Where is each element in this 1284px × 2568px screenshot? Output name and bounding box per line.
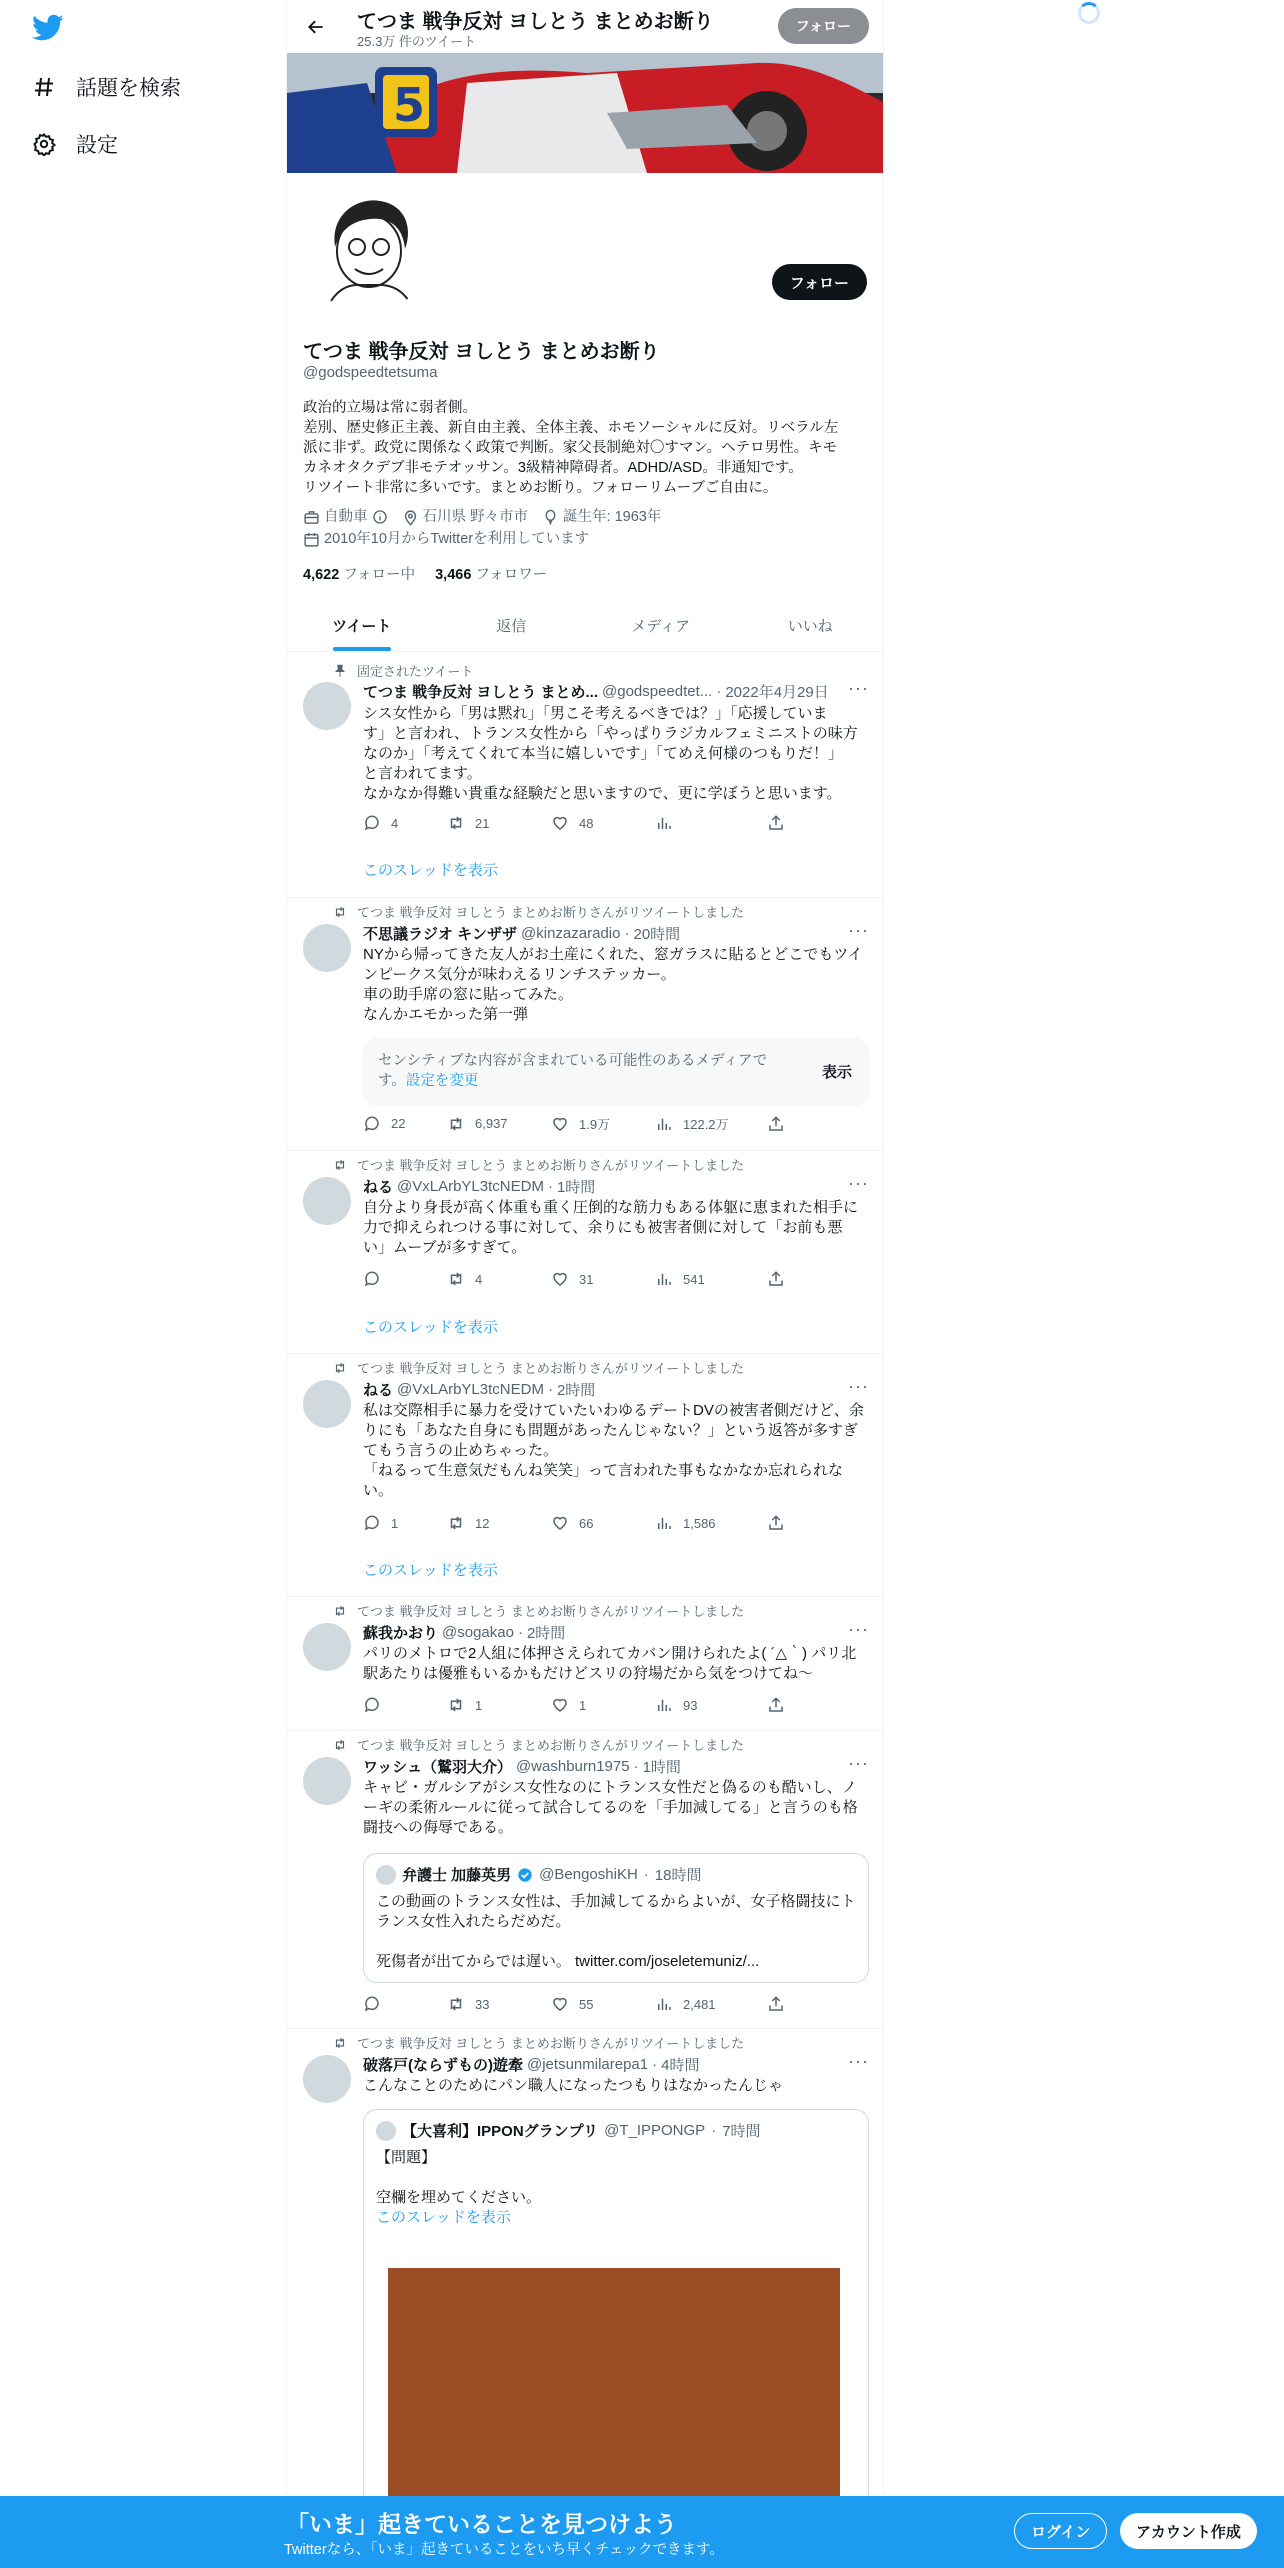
quoted-header: 弁護士 加藤英男 @BengoshiKH · 18時間	[376, 1864, 701, 1885]
retweet-context-text: てつま 戦争反対 ヨしとう まとめお断りさんがリツイートしました	[357, 2036, 745, 2051]
reply-button[interactable]	[363, 1270, 447, 1288]
views-button[interactable]	[655, 1995, 767, 2013]
share-icon	[767, 1514, 785, 1532]
tweet-text	[363, 945, 869, 1025]
retweet-icon	[447, 1115, 465, 1133]
heart-icon	[551, 1696, 569, 1714]
avatar[interactable]	[303, 682, 351, 730]
tweet-actions	[363, 1514, 803, 1532]
share-button[interactable]	[767, 1995, 785, 2013]
bio-line: カネオタクデブ非モテオッサン。3級精神障碍者。ADHD/ASD。非通知です。	[303, 460, 803, 476]
like-button[interactable]	[551, 1696, 655, 1714]
header-tweet-count: 25.3万 件のツイート	[357, 34, 477, 49]
quoted-avatar	[376, 2121, 396, 2141]
quoted-text	[376, 2148, 856, 2228]
author-name[interactable]: ねる	[363, 1179, 394, 1196]
author-handle[interactable]: @VxLArbYL3tcNEDM	[397, 1381, 544, 1398]
tweet-time[interactable]: 2時間	[556, 1382, 596, 1399]
tab-replies[interactable]: 返信	[496, 618, 527, 635]
retweet-context-text: てつま 戦争反対 ヨしとう まとめお断りさんがリツイートしました	[357, 1738, 745, 1753]
profile-header-bar	[287, 0, 884, 53]
retweet-button[interactable]	[447, 1514, 551, 1532]
tweet-line: NYから帰ってきた友人がお土産にくれた、窓ガラスに貼るとどこでもツイ	[363, 946, 863, 963]
quoted-author-name: 弁護士 加藤英男	[402, 1867, 512, 1884]
tweet-line: なんかエモかった第一弾	[363, 1006, 529, 1023]
quoted-author-handle: @BengoshiKH	[539, 1866, 638, 1883]
views-chart-icon	[655, 1995, 673, 2013]
nav-settings-label: 設定	[76, 134, 118, 157]
share-icon	[767, 1995, 785, 2013]
sensitive-text: センシティブな内容が含まれている可能性のあるメディアで	[378, 1053, 768, 1069]
author-handle[interactable]: @sogakao	[442, 1624, 514, 1641]
tweet-pinned[interactable]	[287, 652, 884, 898]
show-thread-link[interactable]: このスレッドを表示	[363, 862, 498, 879]
retweet-context-text: てつま 戦争反対 ヨしとう まとめお断りさんがリツイートしました	[357, 1158, 745, 1173]
quoted-header: 【大喜利】IPPONグランプリ @T_IPPONGP · 7時間	[376, 2120, 761, 2141]
more-options-icon[interactable]: ···	[848, 920, 869, 940]
tweet-line: てもう言うの止めちゃった。	[363, 1442, 559, 1459]
views-button[interactable]	[655, 1270, 767, 1288]
reply-icon	[363, 814, 381, 832]
bio-line: 派に非ず。政党に関係なく政策で判断。家父長制絶対〇すマン。ヘテロ男性。キモ	[303, 440, 838, 456]
bio-line: 政治的立場は常に弱者側。	[303, 400, 477, 416]
share-icon	[767, 1696, 785, 1714]
like-count: 66	[579, 1515, 594, 1531]
author-name[interactable]: てつま 戦争反対 ヨしとう まとめ...	[363, 684, 599, 701]
svg-text:5: 5	[393, 78, 426, 132]
quoted-line: この動画のトランス女性は、手加減してるからよいが、女子格闘技にト	[376, 1893, 856, 1910]
profile-tabs	[287, 600, 884, 652]
like-count: 55	[579, 1996, 594, 2012]
sensitive-media-warning	[363, 1038, 869, 1106]
share-icon	[767, 814, 785, 832]
tweet-actions	[363, 814, 803, 832]
share-button[interactable]	[767, 1514, 785, 1532]
tweet-line: 私は交際相手に暴力を受けていたいわゆるデートDVの被害者側だけど、余	[363, 1402, 864, 1419]
tweet-time[interactable]: 20時間	[633, 926, 681, 943]
author-handle[interactable]: @kinzazaradio	[521, 925, 621, 942]
follow-button[interactable]: フォロー	[772, 264, 867, 300]
avatar[interactable]	[303, 1623, 351, 1671]
profile-category	[303, 507, 388, 527]
author-handle[interactable]: @washburn1975	[515, 1758, 630, 1775]
like-count: 1	[579, 1697, 587, 1713]
tweet-retweeted[interactable]	[287, 1151, 884, 1354]
views-button[interactable]	[655, 1696, 767, 1714]
location-pin-icon	[402, 509, 419, 526]
share-icon	[767, 1115, 785, 1133]
bottom-bar-subtitle: Twitterなら、「いま」起きていることをいち早くチェックできます。	[284, 2542, 724, 2558]
tweet-header: てつま 戦争反対 ヨしとう まとめ... @godspeedtet... · 2022年4月29日	[363, 683, 829, 701]
like-button[interactable]	[551, 1114, 655, 1133]
like-count: 1.9万	[579, 1117, 611, 1132]
quoted-time: 18時間	[654, 1867, 702, 1884]
profile-meta	[303, 507, 869, 551]
like-button[interactable]	[551, 1514, 655, 1532]
author-name[interactable]: 蘇我かおり	[363, 1625, 439, 1642]
tweet-actions	[363, 1696, 803, 1714]
retweet-count: 4	[475, 1271, 483, 1287]
briefcase-icon	[303, 509, 320, 526]
show-thread-link[interactable]: このスレッドを表示	[363, 1562, 498, 1579]
tweet-line: こんなことのためにパン職人になったつもりはなかったんじゃ	[363, 2077, 784, 2094]
profile-category-text: 自動車	[324, 509, 368, 525]
quoted-line	[376, 2168, 856, 2188]
views-button[interactable]	[655, 814, 767, 832]
tweet-line: ーギの柔術ルールに従って試合してるのを「手加減してる」と言うのも格	[363, 1799, 858, 1816]
tweet-time[interactable]: 2時間	[526, 1625, 566, 1642]
retweet-icon	[447, 1514, 465, 1532]
calendar-icon	[303, 531, 320, 548]
profile-joined-text: 2010年10月からTwitterを利用しています	[324, 531, 590, 547]
tweet-text	[363, 1401, 869, 1501]
retweet-context	[333, 902, 744, 921]
author-handle[interactable]: @godspeedtet...	[602, 683, 713, 700]
views-button[interactable]	[655, 1114, 767, 1133]
more-options-icon[interactable]: ···	[848, 1619, 869, 1639]
tweet-line: シス女性から「男は黙れ」「男こそ考えるべきでは？」「応援していま	[363, 705, 828, 722]
reply-icon	[363, 1995, 381, 2013]
show-sensitive-button[interactable]: 表示	[821, 1064, 852, 1081]
like-count: 48	[579, 815, 594, 831]
like-count: 31	[579, 1271, 594, 1287]
avatar[interactable]	[303, 1177, 351, 1225]
share-button[interactable]	[767, 1270, 785, 1288]
tweet-text	[363, 1778, 869, 1838]
views-chart-icon	[655, 1514, 673, 1532]
heart-icon	[551, 1995, 569, 2013]
author-name[interactable]: ねる	[363, 1382, 394, 1399]
tweet-line: 力で抑えられつける事に対して、余りにも被害者側に対して「お前も悪	[363, 1219, 843, 1236]
bottom-bar-title: 「いま」起きていることを見つけよう	[286, 2511, 677, 2537]
tweet-time[interactable]: 2022年4月29日	[725, 684, 829, 701]
tweet-header: 不思議ラジオ キンザザ @kinzazaradio · 20時間	[363, 925, 681, 943]
quoted-text	[376, 1892, 856, 1972]
retweet-button[interactable]	[447, 1114, 551, 1133]
tweet-line: ンピークス気分が味わえるリンチステッカー。	[363, 966, 676, 983]
retweet-icon	[447, 1995, 465, 2013]
view-count: 1,586	[683, 1515, 716, 1531]
quoted-line: 空欄を埋めてください。	[376, 2189, 542, 2206]
retweet-context	[333, 1735, 744, 1754]
profile-name: てつま 戦争反対 ヨしとう まとめお断り	[303, 341, 660, 363]
more-options-icon[interactable]: ···	[848, 1753, 869, 1773]
tweet-header: ねる @VxLArbYL3tcNEDM · 1時間	[363, 1178, 596, 1196]
profile-joined	[303, 529, 869, 549]
tweet-actions	[363, 1114, 803, 1133]
like-button[interactable]	[551, 1995, 655, 2013]
followers-label: フォロワー	[475, 567, 548, 583]
tab-tweets[interactable]: ツイート	[287, 600, 437, 651]
retweet-context	[333, 2033, 744, 2052]
tweet-header: ワッシュ（鷲羽大介） @washburn1975 · 1時間	[363, 1758, 681, 1776]
tweet-line: い。	[363, 1482, 394, 1499]
views-chart-icon	[655, 814, 673, 832]
more-options-icon[interactable]: ···	[848, 2051, 869, 2071]
avatar[interactable]	[303, 1380, 351, 1428]
avatar[interactable]	[303, 2055, 351, 2103]
tweet-line: 駅あたりは優雅もいるかもだけどスリの狩場だから気をつけてね〜	[363, 1665, 814, 1682]
reply-button[interactable]	[363, 814, 447, 832]
profile-location-text: 石川県 野々市市	[422, 509, 529, 525]
profile-birthday-text: 誕生年: 1963年	[563, 509, 662, 525]
tweet-line: パリのメトロで2人組に体押さえられてカバン開けられたよ( ´△｀) パリ北	[363, 1645, 857, 1662]
more-options-icon[interactable]: ···	[848, 678, 869, 698]
sensitive-media-text	[378, 1051, 798, 1091]
more-options-icon[interactable]: ···	[848, 1376, 869, 1396]
quoted-tweet[interactable]	[363, 1853, 869, 1983]
more-options-icon[interactable]: ···	[848, 1173, 869, 1193]
quoted-line: 【問題】	[376, 2149, 437, 2166]
view-count: 93	[683, 1697, 698, 1713]
retweet-icon	[333, 905, 347, 919]
tweet-line: と言われてます。	[363, 765, 482, 782]
reply-icon	[363, 1115, 381, 1133]
quoted-author-handle: @T_IPPONGP	[604, 2122, 706, 2139]
profile-avatar[interactable]	[301, 183, 435, 317]
header-profile-name: てつま 戦争反対 ヨしとう まとめお断り	[357, 11, 714, 33]
bio-line: 差別、歴史修正主義、新自由主義、全体主義、ホモソーシャルに反対。リベラル左	[303, 420, 839, 436]
profile-banner[interactable]	[287, 53, 884, 173]
tweet-time[interactable]: 4時間	[661, 2057, 700, 2074]
views-chart-icon	[655, 1115, 673, 1133]
followers-count: 3,466	[435, 567, 472, 583]
signup-bottom-bar	[0, 2496, 1284, 2568]
view-count: 541	[683, 1271, 705, 1287]
tweet-header: 破落戸(ならずもの)遊牽 @jetsunmilarepa1 · 4時間	[363, 2056, 700, 2074]
tweet-text	[363, 1644, 869, 1684]
share-icon	[767, 1270, 785, 1288]
twitter-logo-icon[interactable]	[32, 14, 68, 44]
quoted-line: 死傷者が出てからでは遅い。 twitter.com/joseletemuniz/...	[376, 1953, 760, 1970]
retweet-button[interactable]	[447, 1995, 551, 2013]
quoted-avatar	[376, 1865, 396, 1885]
balloon-icon	[542, 509, 559, 526]
tweet-line: なのか」「考えてくれて本当に嬉しいです」「てめえ何様のつもりだ！」	[363, 745, 844, 762]
login-button[interactable]: ログイン	[1014, 2513, 1107, 2549]
tweet-header: ねる @VxLArbYL3tcNEDM · 2時間	[363, 1381, 596, 1399]
retweet-context	[333, 1155, 744, 1174]
tweet-retweeted[interactable]	[287, 1597, 884, 1731]
author-handle[interactable]: @VxLArbYL3tcNEDM	[397, 1178, 544, 1195]
share-button[interactable]	[767, 1114, 785, 1133]
reply-button[interactable]	[363, 1696, 447, 1714]
retweet-count: 1	[475, 1697, 483, 1713]
like-button[interactable]	[551, 1270, 655, 1288]
following-count: 4,622	[303, 567, 340, 583]
tweet-retweeted[interactable]	[287, 2029, 884, 2568]
like-button[interactable]	[551, 814, 655, 832]
tweet-retweeted[interactable]	[287, 898, 884, 1151]
retweet-icon	[333, 1738, 347, 1752]
reply-count: 1	[391, 1515, 399, 1531]
following-link[interactable]	[303, 563, 415, 584]
heart-icon	[551, 1514, 569, 1532]
tweet-text	[363, 1198, 869, 1258]
views-chart-icon	[655, 1270, 673, 1288]
share-button[interactable]	[767, 814, 785, 832]
retweet-context-text: てつま 戦争反対 ヨしとう まとめお断りさんがリツイートしました	[357, 905, 745, 920]
retweet-button[interactable]	[447, 1270, 551, 1288]
share-button[interactable]	[767, 1696, 785, 1714]
profile-birthday	[542, 507, 661, 527]
info-icon[interactable]	[372, 509, 388, 525]
reply-count: 4	[391, 815, 399, 831]
profile-handle: @godspeedtetsuma	[303, 364, 438, 381]
profile-bio	[303, 398, 869, 498]
author-name[interactable]: 不思議ラジオ キンザザ	[363, 926, 518, 943]
header-follow-button[interactable]: フォロー	[778, 8, 869, 44]
tweet-text	[363, 2076, 869, 2096]
tweet-line: 「ねるって生意気だもんね笑笑」って言われた事もなかなか忘れられな	[363, 1462, 844, 1479]
reply-button[interactable]	[363, 1114, 447, 1133]
views-chart-icon	[655, 1696, 673, 1714]
gear-icon	[32, 132, 56, 156]
retweet-icon	[447, 814, 465, 832]
reply-button[interactable]	[363, 1514, 447, 1532]
quoted-time: 7時間	[722, 2123, 761, 2140]
retweet-count: 21	[475, 815, 490, 831]
retweet-button[interactable]	[447, 1696, 551, 1714]
retweet-icon	[333, 1158, 347, 1172]
reply-icon	[363, 1514, 381, 1532]
retweet-count: 33	[475, 1996, 490, 2012]
reply-icon	[363, 1270, 381, 1288]
pinned-label: 固定されたツイート	[357, 664, 474, 679]
retweet-context	[333, 1601, 744, 1620]
author-handle[interactable]: @jetsunmilarepa1	[527, 2056, 649, 2073]
nav-explore-label: 話題を検索	[76, 77, 181, 100]
avatar[interactable]	[303, 1757, 351, 1805]
view-count: 122.2万	[683, 1117, 729, 1132]
author-name[interactable]: 破落戸(ならずもの)遊牽	[363, 2057, 523, 2074]
quoted-line	[376, 1932, 856, 1952]
retweet-icon	[333, 1604, 347, 1618]
reply-count: 22	[391, 1116, 406, 1131]
tab-likes[interactable]: いいね	[787, 618, 833, 635]
tweet-actions	[363, 1270, 803, 1288]
tweet-retweeted[interactable]	[287, 1354, 884, 1597]
author-name[interactable]: ワッシュ（鷲羽大介）	[363, 1759, 512, 1776]
retweet-icon	[447, 1270, 465, 1288]
tab-media[interactable]: メディア	[631, 618, 691, 635]
pin-icon	[333, 664, 347, 678]
heart-icon	[551, 814, 569, 832]
retweet-icon	[333, 1361, 347, 1375]
tweet-line: キャビ・ガルシアがシス女性なのにトランス女性だと偽るのも酷いし、ノ	[363, 1779, 857, 1796]
quoted-show-thread-link[interactable]: このスレッドを表示	[376, 2209, 511, 2226]
reply-icon	[363, 1696, 381, 1714]
heart-icon	[551, 1270, 569, 1288]
retweet-context-text: てつま 戦争反対 ヨしとう まとめお断りさんがリツイートしました	[357, 1361, 745, 1376]
tweet-line: りにも「あなた自身にも問題があったんじゃない？」という返答が多すぎ	[363, 1422, 858, 1439]
followers-link[interactable]	[435, 563, 547, 584]
verified-badge-icon	[517, 1867, 533, 1883]
main-column	[286, 0, 884, 2568]
change-settings-link[interactable]: 設定を変更	[405, 1073, 479, 1089]
heart-icon	[551, 1115, 569, 1133]
retweet-icon	[447, 1696, 465, 1714]
tweet-retweeted[interactable]	[287, 1731, 884, 2029]
profile-location	[402, 507, 529, 527]
tweet-line: 闘技への侮辱である。	[363, 1819, 514, 1836]
retweet-button[interactable]	[447, 814, 551, 832]
reply-button[interactable]	[363, 1995, 447, 2013]
tweet-time[interactable]: 1時間	[556, 1179, 596, 1196]
avatar[interactable]	[303, 924, 351, 972]
tweet-line: す」と言われ、トランス女性から「やっぱりラジカルフェミニストの味方	[363, 725, 858, 742]
quoted-author-name: 【大喜利】IPPONグランプリ	[402, 2123, 599, 2140]
tweet-line: い」ムーブが多すぎて。	[363, 1239, 527, 1256]
retweet-context-text: てつま 戦争反対 ヨしとう まとめお断りさんがリツイートしました	[357, 1604, 745, 1619]
signup-button[interactable]: アカウント作成	[1120, 2513, 1257, 2549]
retweet-icon	[333, 2036, 347, 2050]
sensitive-text-2: す。	[378, 1073, 406, 1089]
hashtag-icon	[32, 75, 56, 99]
tweet-line: 車の助手席の窓に貼ってみた。	[363, 986, 574, 1003]
quoted-line: ランス女性入れたらだめだ。	[376, 1913, 571, 1930]
tweet-text	[363, 704, 869, 804]
show-thread-link[interactable]: このスレッドを表示	[363, 1319, 498, 1336]
following-label: フォロー中	[343, 567, 416, 583]
tweet-header: 蘇我かおり @sogakao · 2時間	[363, 1624, 566, 1642]
retweet-count: 12	[475, 1515, 490, 1531]
tweet-time[interactable]: 1時間	[642, 1759, 681, 1776]
back-arrow-icon[interactable]	[299, 10, 333, 44]
nav-settings[interactable]	[32, 122, 118, 166]
profile-stats	[303, 563, 547, 584]
loading-spinner-icon	[1078, 2, 1100, 24]
retweet-count: 6,937	[475, 1116, 508, 1131]
nav-explore[interactable]	[32, 65, 181, 109]
views-button[interactable]	[655, 1514, 767, 1532]
tweet-line: 自分より身長が高く体重も重く圧倒的な筋力もある体躯に恵まれた相手に	[363, 1199, 859, 1216]
bio-line: リツイート非常に多いです。まとめお断り。フォローリムーブご自由に。	[303, 480, 778, 496]
tweet-actions	[363, 1995, 803, 2013]
pinned-context	[333, 661, 473, 680]
view-count: 2,481	[683, 1996, 716, 2012]
tweet-line: なかなか得難い貴重な経験だと思いますので、更に学ぼうと思います。	[363, 785, 842, 802]
retweet-context	[333, 1358, 744, 1377]
